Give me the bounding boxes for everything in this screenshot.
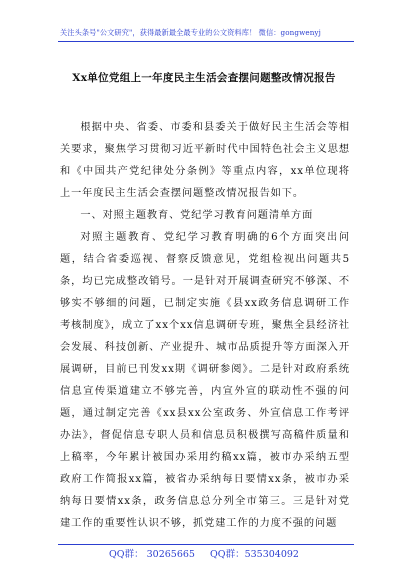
- footer-divider: [58, 544, 354, 545]
- document-body: [60, 117, 350, 535]
- footer-qq-group-2: QQ群：535304092: [210, 549, 299, 560]
- paragraph-intro: 根据中央、省委、市委和县委关于做好民主生活会等相关要求，聚焦学习贯彻习近平新时代中国特色社会主义思想和《中国共产党纪律处分条例》等重点内容，xx单位现将上一年度民主生活会查摆问题整改情况报告如下。: [60, 122, 350, 199]
- paragraph-section-1: 对照主题教育、党纪学习教育明确的6个方面突出问题，结合省委巡视、督察反馈意见，党组检视出问题共5条，均已完成整改销号。一是针对开展调查研究不够深、不够实不够细的问题，已制定实施《县xx政务信息调研工作考核制度》，成立了xx个xx信息调研专班，聚焦全县经济社会发展、科技创新、产业提升、城市品质提升等方面深入开展调研，目前已刊发xx期《调研参阅》。二是针对政府系统信息宣传渠道建立不够完善，内宣外宣的联动性不强的问题，通过制定完善《xx县xx公室政务、外宣信息工作考评办法》，督促信息专职人员和信息员积极撰写高稿件质量和上稿率，今年累计被国办采用约稿xx篇，被市办采纳五型政府工作简报xx篇，被省办采纳每日要情xx条，被市办采纳每日要情xx条，政务信息总分列全市第三。三是针对党建工作的重要性认识不够，抓党建工作的力度不强的问题: [60, 232, 350, 529]
- footer-qq-group-1: QQ群： 30265665: [109, 549, 195, 560]
- section-heading-1: 一、对照主题教育、党纪学习教育问题清单方面: [80, 210, 314, 221]
- document-title: Xx单位党组上一年度民主生活会查摆问题整改情况报告: [72, 72, 336, 84]
- header-divider: [58, 41, 354, 42]
- footer-contacts: [0, 546, 408, 560]
- header-promo-text: 关注头条号"公文研究"，获得最新最全最专业的公文资料库！ 微信：gongwenyj: [60, 28, 321, 37]
